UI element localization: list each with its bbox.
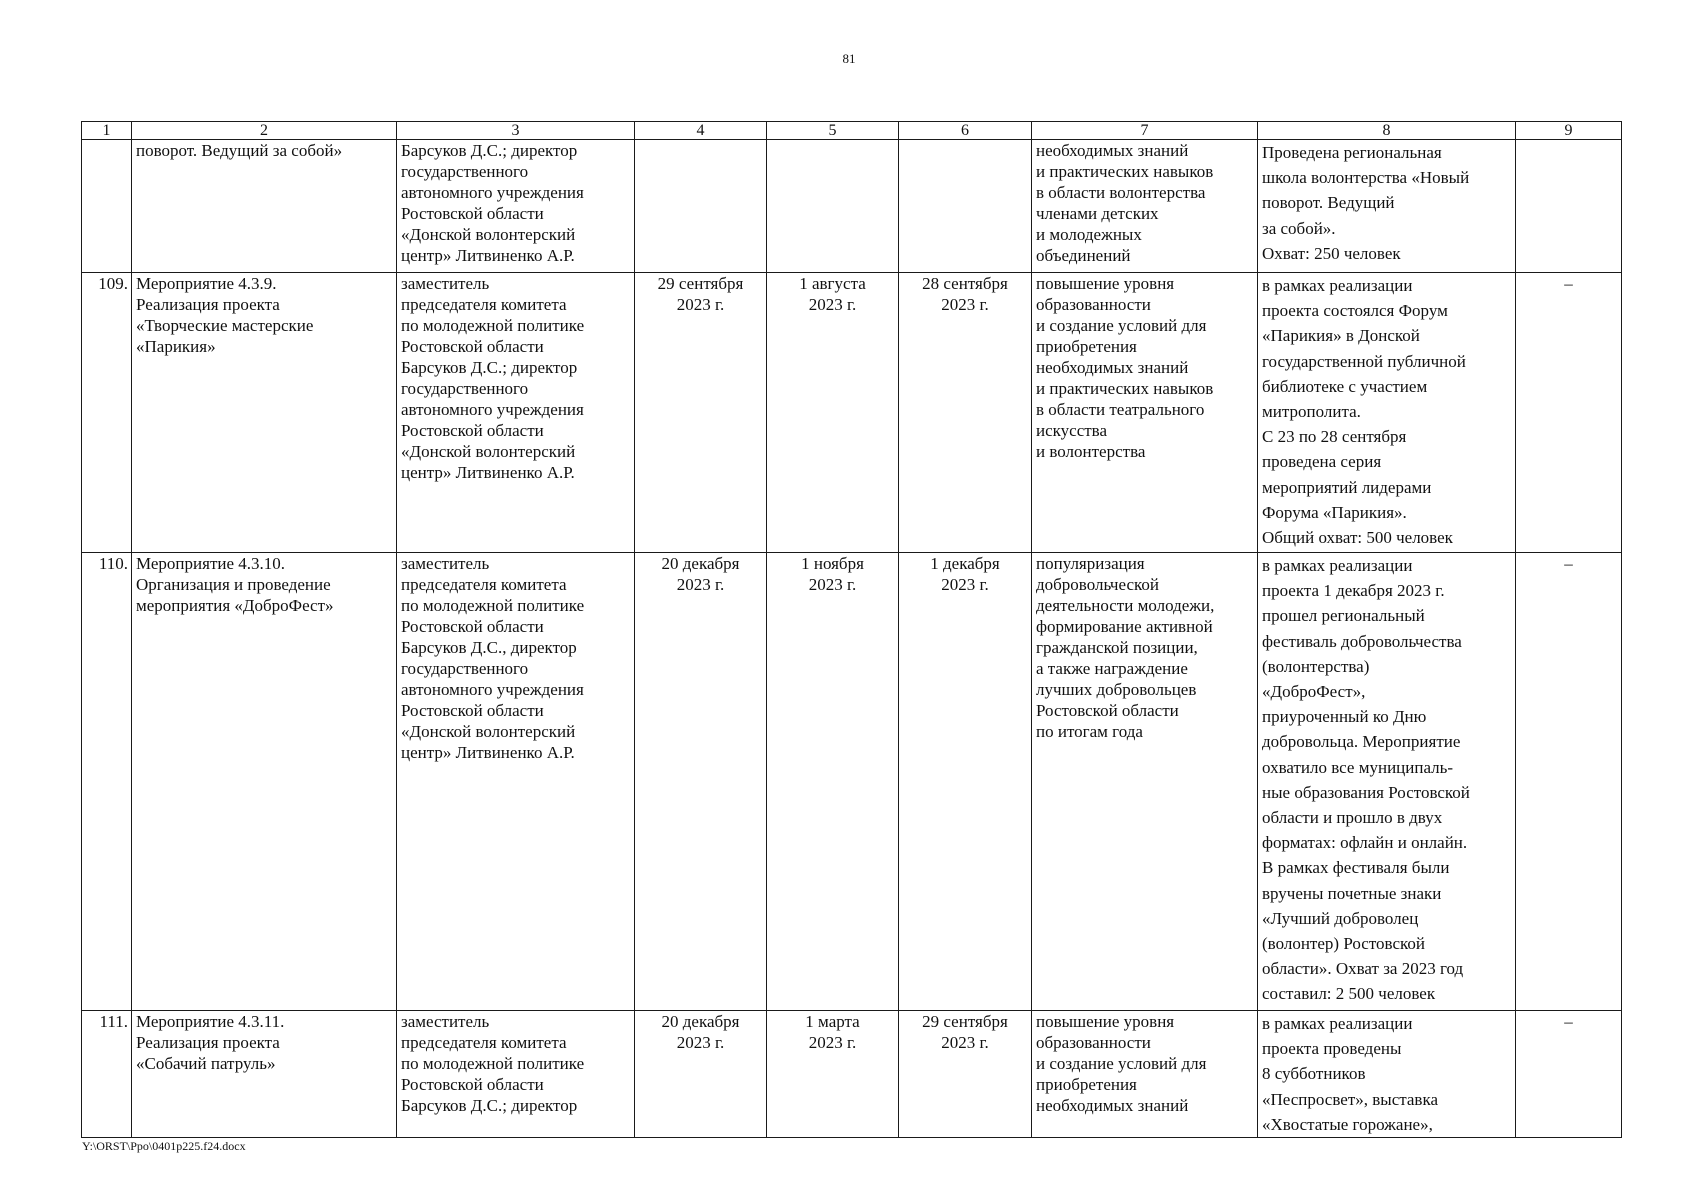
header-row [82, 122, 1622, 140]
date-start-cell [767, 1011, 899, 1138]
responsible-cell [397, 273, 635, 553]
note-cell: – [1516, 273, 1622, 553]
date-plan: 29 сентября 2023 г. [657, 274, 744, 314]
actual-result-cell [1258, 273, 1516, 553]
row-number: 111. [82, 1011, 132, 1138]
date-end-cell [899, 1011, 1032, 1138]
event-cell [132, 273, 397, 553]
date-start-cell [767, 553, 899, 1011]
date-end-cell [899, 273, 1032, 553]
actual-result-text: в рамках реализации проекта 1 декабря 2023 г. прошел региональный фестиваль добровольчества (волонтерства) «ДоброФест», приуроченный ко Дню добровольца. Мероприятие охватило все муниципаль- ные образования Ростовской области и прошло в двух форматах: офлайн и онлайн. В рамках фестиваля были вручены почетные знаки «Лучший доброволец (волонтер) Ростовской области». Охват за 2023 год составил: 2 500 человек [1262, 556, 1470, 1004]
table-row [82, 273, 1622, 553]
event-cell [132, 140, 397, 273]
actual-result-text: в рамках реализации проекта проведены 8 субботников «Песпросвет», выставка «Хвостатые горожане», [1262, 1014, 1439, 1134]
note-cell [1516, 140, 1622, 273]
date-start: 1 ноября 2023 г. [801, 554, 864, 594]
page-number: 81 [842, 51, 856, 66]
events-table [81, 121, 1622, 1138]
expected-result-cell [1032, 1011, 1258, 1138]
table-row [82, 553, 1622, 1011]
footer-file-path: Y:\ORST\Ppo\0401p225.f24.docx [82, 1139, 246, 1153]
row-number: 109. [82, 273, 132, 553]
note-cell: – [1516, 1011, 1622, 1138]
actual-result-cell [1258, 140, 1516, 273]
date-start: 1 марта 2023 г. [805, 1012, 860, 1052]
column-header: 9 [1516, 122, 1622, 140]
column-header: 2 [132, 122, 397, 140]
date-plan-cell [635, 140, 767, 273]
date-end-cell [899, 140, 1032, 273]
actual-result-cell [1258, 553, 1516, 1011]
responsible-cell [397, 1011, 635, 1138]
column-header: 6 [899, 122, 1032, 140]
responsible-text: заместитель председателя комитета по молодежной политике Ростовской области Барсуков Д.С., директор государственного автономного учреждения Ростовской области «Донской волонтерский центр» Литвиненко А.Р. [401, 554, 585, 762]
event-text: Мероприятие 4.3.10. Организация и проведение мероприятия «ДоброФест» [136, 554, 334, 615]
expected-result-text: популяризация добровольческой деятельности молодежи, формирование активной гражданской позиции, а также награждение лучших добровольцев Ростовской области по итогам года [1036, 554, 1215, 741]
expected-result-cell [1032, 273, 1258, 553]
expected-result-cell [1032, 140, 1258, 273]
column-header: 1 [82, 122, 132, 140]
expected-result-cell [1032, 553, 1258, 1011]
column-header: 8 [1258, 122, 1516, 140]
row-number: 110. [82, 553, 132, 1011]
event-cell [132, 1011, 397, 1138]
responsible-text: Барсуков Д.С.; директор государственного автономного учреждения Ростовской области «Донской волонтерский центр» Литвиненко А.Р. [401, 141, 584, 265]
date-start-cell [767, 140, 899, 273]
table-row [82, 1011, 1622, 1138]
date-start-cell [767, 273, 899, 553]
date-end: 29 сентября 2023 г. [922, 1012, 1008, 1052]
row-number [82, 140, 132, 273]
date-plan: 20 декабря 2023 г. [661, 1012, 740, 1052]
column-header: 4 [635, 122, 767, 140]
column-header: 3 [397, 122, 635, 140]
table-row [82, 140, 1622, 273]
expected-result-text: повышение уровня образованности и создание условий для приобретения необходимых знаний [1036, 1012, 1207, 1115]
date-end-cell [899, 553, 1032, 1011]
column-header: 7 [1032, 122, 1258, 140]
actual-result-text: Проведена региональная школа волонтерства «Новый поворот. Ведущий за собой». Охват: 250 человек [1262, 143, 1470, 263]
date-plan: 20 декабря 2023 г. [661, 554, 740, 594]
responsible-text: заместитель председателя комитета по молодежной политике Ростовской области Барсуков Д.С.; директор государственного автономного учреждения Ростовской области «Донской волонтерский центр» Литвиненко А.Р. [401, 274, 585, 482]
responsible-text: заместитель председателя комитета по молодежной политике Ростовской области Барсуков Д.С.; директор [401, 1012, 585, 1115]
event-text: Мероприятие 4.3.11. Реализация проекта «Собачий патруль» [136, 1012, 285, 1073]
note-cell: – [1516, 553, 1622, 1011]
column-header: 5 [767, 122, 899, 140]
date-start: 1 августа 2023 г. [799, 274, 866, 314]
date-plan-cell [635, 1011, 767, 1138]
actual-result-cell [1258, 1011, 1516, 1138]
date-end: 1 декабря 2023 г. [930, 554, 1000, 594]
date-end: 28 сентября 2023 г. [922, 274, 1008, 314]
date-plan-cell [635, 553, 767, 1011]
event-text: поворот. Ведущий за собой» [136, 141, 343, 160]
responsible-cell [397, 553, 635, 1011]
expected-result-text: необходимых знаний и практических навыков в области волонтерства членами детских и молодежных объединений [1036, 141, 1214, 265]
event-text: Мероприятие 4.3.9. Реализация проекта «Творческие мастерские «Парикия» [136, 274, 314, 356]
event-cell [132, 553, 397, 1011]
actual-result-text: в рамках реализации проекта состоялся Форум «Парикия» в Донской государственной публичной библиотеке с участием митрополита. С 23 по 28 сентября проведена серия мероприятий лидерами Форума «Парикия». Общий охват: 500 человек [1262, 276, 1466, 548]
responsible-cell [397, 140, 635, 273]
expected-result-text: повышение уровня образованности и создание условий для приобретения необходимых знаний и практических навыков в области театрального искусства и волонтерства [1036, 274, 1214, 461]
date-plan-cell [635, 273, 767, 553]
